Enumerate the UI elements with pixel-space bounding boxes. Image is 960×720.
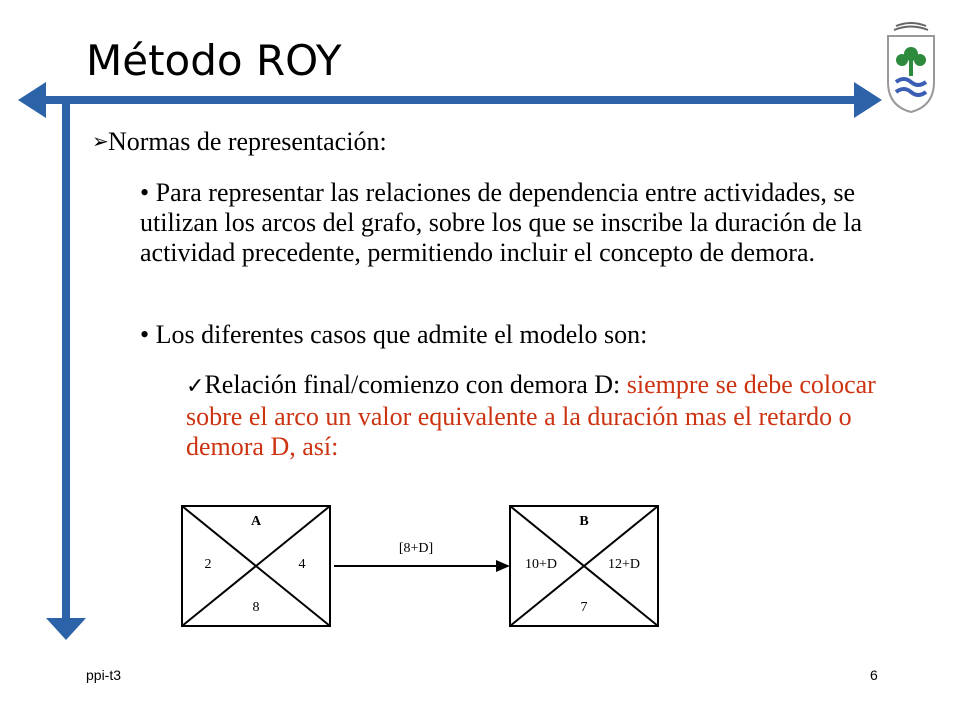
node-a-label: A [250,514,262,529]
footer-source: ppi-t3 [86,667,122,683]
bullet-dot: • [140,178,150,207]
bullet-text-2: Los diferentes casos que admite el modelo son: [155,320,648,349]
node-a-left-value: 2 [204,557,212,572]
node-a-bottom-value: 8 [252,600,260,615]
node-b [510,506,658,626]
bullet-dot: • [140,320,150,349]
node-a-right-value: 4 [298,557,306,572]
bullet-arrow-icon: ➢ [92,131,109,153]
sub-bullet-text-black: Relación final/comienzo con demora D: [204,370,627,399]
node-b-bottom-value: 7 [580,600,588,615]
section-heading: Normas de representación: [108,127,387,156]
checkmark-icon: ✓ [186,374,205,399]
arc-arrowhead-icon [496,560,510,572]
bullet-text-1: Para representar las relaciones de dependencia entre actividades, se utilizan los arcos del grafo, sobre los que se inscribe la duración de la actividad precedente, permitiendo incluir el concepto de demora. [140,178,862,267]
node-b-right-value: 12+D [607,557,641,572]
node-b-label: B [579,514,589,529]
arc-a-b [334,541,510,572]
sub-bullet-text-red: siempre se debe colocar sobre el arco un valor equivalente a la duración mas el retardo o demora D, así: [186,370,876,461]
arc-label: [8+D] [398,541,434,556]
node-b-left-value: 10+D [524,557,558,572]
page-number: 6 [870,667,878,683]
node-a [182,506,330,626]
slide-title: Método ROY [86,36,342,85]
